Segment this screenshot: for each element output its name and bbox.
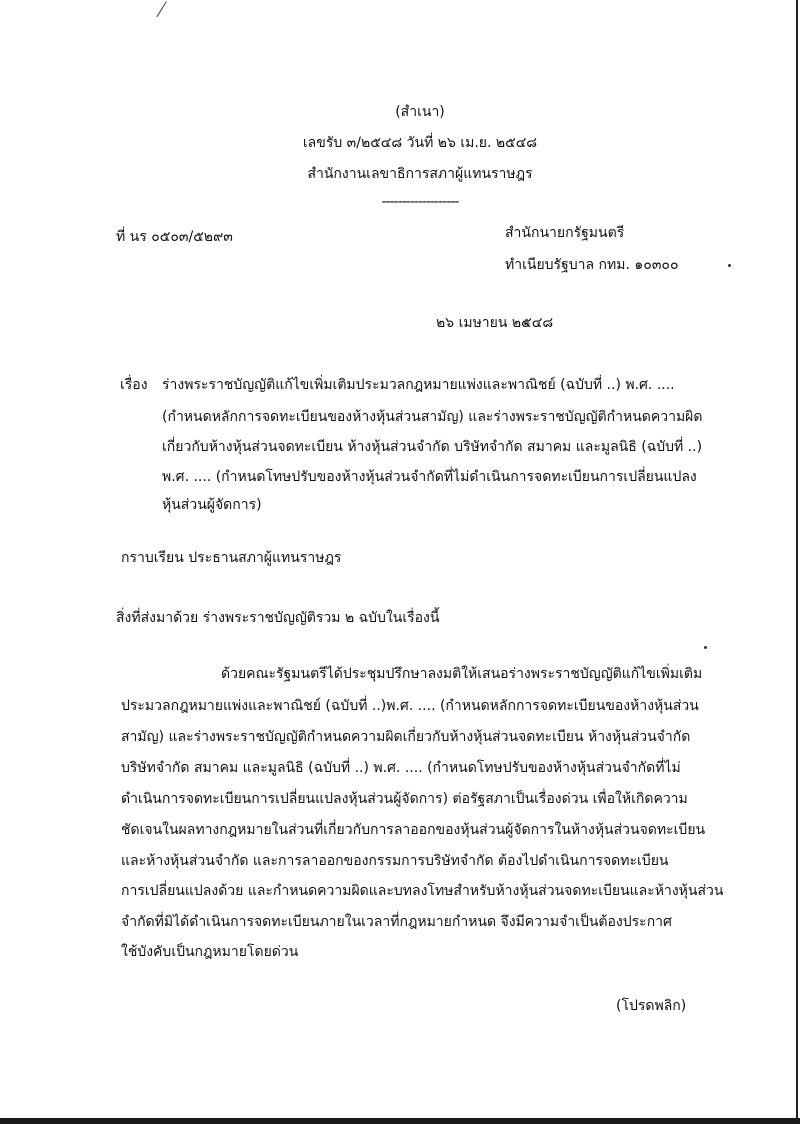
scan-speck [704, 646, 707, 649]
scan-edge-right [796, 0, 798, 1124]
scan-scratch-mark [156, 1, 178, 24]
body-line: การเปลี่ยนแปลงด้วย และกำหนดความผิดและบทลงโทษสำหรับห้างหุ้นส่วนจดทะเบียนและห้างหุ้นส่วน [121, 883, 724, 899]
reference-number: ที่ นร ๐๕๐๓/๕๒๙๓ [116, 229, 233, 245]
subject-label: เรื่อง [120, 377, 148, 393]
enclosure-line: สิ่งที่ส่งมาด้วย ร่างพระราชบัญญัติรวม ๒ ฉบับในเรื่องนี้ [116, 610, 440, 626]
copy-label: (สำเนา) [395, 104, 445, 120]
subject-line: เกี่ยวกับห้างหุ้นส่วนจดทะเบียน ห้างหุ้นส่วนจำกัด บริษัทจำกัด สมาคม และมูลนิธิ (ฉบับที่ ..) [162, 439, 703, 455]
body-line: บริษัทจำกัด สมาคม และมูลนิธิ (ฉบับที่ ..) พ.ศ. .... (กำหนดโทษปรับของห้างหุ้นส่วนจำกัดที่ไม่ [121, 760, 681, 776]
body-line: และห้างหุ้นส่วนจำกัด และการลาออกของกรรมการบริษัทจำกัด ต้องไปดำเนินการจดทะเบียน [121, 853, 669, 869]
office-name: สำนักงานเลขาธิการสภาผู้แทนราษฎร [307, 166, 533, 182]
body-line: ด้วยคณะรัฐมนตรีได้ประชุมปรึกษาลงมติให้เสนอร่างพระราชบัญญัติแก้ไขเพิ่มเติม [221, 666, 703, 682]
letter-date: ๒๖ เมษายน ๒๕๔๘ [436, 315, 554, 331]
header-divider: ------------------- [381, 194, 459, 210]
turn-page-note: (โปรดพลิก) [616, 998, 687, 1014]
sender-name: สำนักนายกรัฐมนตรี [505, 225, 625, 241]
body-line: ใช้บังคับเป็นกฎหมายโดยด่วน [121, 944, 299, 960]
scan-edge-bottom [0, 1118, 800, 1124]
subject-line: พ.ศ. .... (กำหนดโทษปรับของห้างหุ้นส่วนจำกัดที่ไม่ดำเนินการจดทะเบียนการเปลี่ยนแปลง [162, 469, 697, 485]
sender-address: ทำเนียบรัฐบาล กทม. ๑๐๓๐๐ [505, 257, 679, 273]
subject-line: (กำหนดหลักการจดทะเบียนของห้างหุ้นส่วนสามัญ) และร่างพระราชบัญญัติกำหนดความผิด [162, 409, 703, 425]
scan-speck [728, 264, 731, 267]
body-line: ดำเนินการจดทะเบียนการเปลี่ยนแปลงหุ้นส่วนผู้จัดการ) ต่อรัฐสภาเป็นเรื่องด่วน เพื่อให้เกิดความ [121, 791, 688, 807]
body-line: สามัญ) และร่างพระราชบัญญัติกำหนดความผิดเกี่ยวกับห้างหุ้นส่วนจดทะเบียน ห้างหุ้นส่วนจำกัด [121, 729, 691, 745]
subject-line: หุ้นส่วนผู้จัดการ) [162, 497, 262, 513]
body-line: ชัดเจนในผลทางกฎหมายในส่วนที่เกี่ยวกับการลาออกของหุ้นส่วนผู้จัดการในห้างหุ้นส่วนจดทะเบียน [121, 822, 706, 838]
salutation: กราบเรียน ประธานสภาผู้แทนราษฎร [121, 550, 342, 566]
body-line: ประมวลกฎหมายแพ่งและพาณิชย์ (ฉบับที่ ..)พ.ศ. .... (กำหนดหลักการจดทะเบียนของห้างหุ้นส่วน [121, 698, 699, 714]
receipt-line: เลขรับ ๓/๒๕๔๘ วันที่ ๒๖ เม.ย. ๒๕๔๘ [302, 135, 538, 151]
body-line: จำกัดที่มิได้ดำเนินการจดทะเบียนภายในเวลาที่กฎหมายกำหนด จึงมีความจำเป็นต้องประกาศ [121, 914, 672, 930]
subject-line: ร่างพระราชบัญญัติแก้ไขเพิ่มเติมประมวลกฎหมายแพ่งและพาณิชย์ (ฉบับที่ ..) พ.ศ. .... [162, 377, 675, 393]
